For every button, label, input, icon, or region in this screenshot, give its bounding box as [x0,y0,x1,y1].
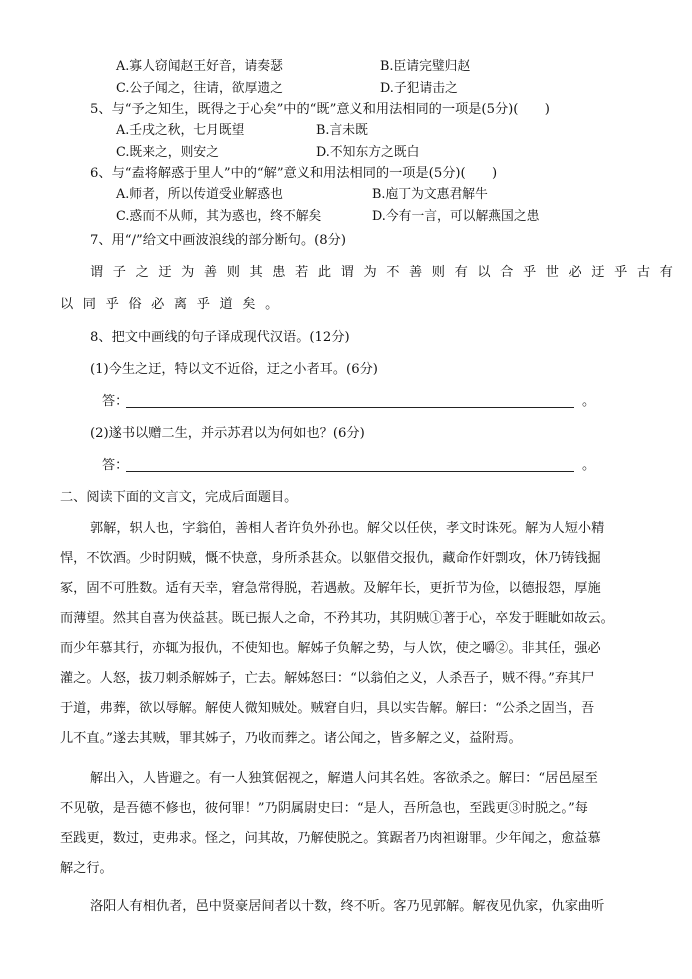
q6-option-b: B.庖丁为文惠君解牛 [372,187,488,202]
answer-line-2[interactable] [126,471,574,472]
p1-line-4: 而薄望。然其自喜为侠益甚。既已振人之命，不矜其功，其阴贼①著于心，卒发于睚眦如故云。 [60,611,614,626]
q8-item-1: (1)今生之迂，特以文不近俗，迂之小者耳。(6分) [90,362,378,377]
q5-option-a: A.壬戌之秋，七月既望 [116,123,245,138]
answer-end-1: 。 [582,394,596,409]
q4-option-a: A.寡人窃闻赵王好音，请奏瑟 [116,59,283,74]
answer-end-2: 。 [582,458,596,473]
p1-line-3: 冢，固不可胜数。适有天幸，窘急常得脱，若遇赦。及解年长，更折节为俭，以德报怨，厚施 [60,581,601,596]
q6-option-d: D.今有一言，可以解燕国之患 [372,209,540,224]
q5-option-b: B.言未既 [316,123,368,138]
q7-passage-line-2: 以同乎俗必离乎道矣。 [60,297,288,312]
q4-option-c: C.公子闻之，往请，欲厚遗之 [116,81,283,96]
p2-line-1: 解出入，人皆避之。有一人独箕倨视之，解遣人问其名姓。客欲杀之。解曰：“居邑屋至 [90,771,598,786]
p2-line-3: 至践更，数过，吏弗求。怪之，问其故，乃解使脱之。箕踞者乃肉袒谢罪。少年闻之，愈益慕 [60,831,601,846]
answer-line-1[interactable] [126,407,574,408]
q8-item-2: (2)遂书以赠二生，并示苏君以为何如也？(6分) [90,426,365,441]
q8-stem: 8、把文中画线的句子译成现代汉语。(12分) [90,330,350,345]
p1-line-8: 儿不直。”遂去其贼，罪其姊子，乃收而葬之。诸公闻之，皆多解之义，益附焉。 [60,731,522,746]
q6-stem: 6、与“盍将解惑于里人”中的“解”意义和用法相同的一项是(5分)( ) [90,166,498,181]
q6-option-c: C.惑而不从师，其为惑也，终不解矣 [116,209,322,224]
q7-passage-line-1: 谓子之迂为善则其患若此谓为不善则有以合乎世必迂乎古有 [90,265,683,280]
p1-line-1: 郭解，轵人也，字翁伯，善相人者许负外孙也。解父以任侠，孝文时诛死。解为人短小精 [90,521,605,536]
q4-option-d: D.子犯请击之 [380,81,458,96]
answer-label-1: 答： [102,394,129,409]
p2-line-2: 不见敬，是吾德不修也，彼何罪！”乃阴属尉史曰：“是人，吾所急也，至践更③时脱之。”每 [60,801,588,816]
q6-option-a: A.师者，所以传道受业解惑也 [116,187,283,202]
q5-stem: 5、与“予之知生，既得之于心矣”中的“既”意义和用法相同的一项是(5分)( ) [90,102,550,117]
p2-line-4: 解之行。 [60,861,113,876]
q4-option-b: B.臣请完璧归赵 [380,59,471,74]
p3-line-1: 洛阳人有相仇者，邑中贤豪居间者以十数，终不听。客乃见郭解。解夜见仇家，仇家曲听 [90,899,605,914]
q7-stem: 7、用“/”给文中画波浪线的部分断句。(8分) [90,233,346,248]
p1-line-6: 灌之。人怒，拔刀刺杀解姊子，亡去。解姊怒曰：“以翁伯之义，人杀吾子，贼不得。”弃其尸 [60,671,595,686]
section-2-heading: 二、阅读下面的文言文，完成后面题目。 [60,490,298,505]
answer-label-2: 答： [102,458,129,473]
p1-line-2: 悍，不饮酒。少时阴贼，慨不快意，身所杀甚众。以躯借交报仇，藏命作奸剽攻，休乃铸钱掘 [60,551,601,566]
p1-line-5: 而少年慕其行，亦辄为报仇，不使知也。解姊子负解之势，与人饮，使之嚼②。非其任，强必 [60,641,601,656]
q5-option-d: D.不知东方之既白 [316,145,420,160]
p1-line-7: 于道，弗葬，欲以辱解。解使人微知贼处。贼窘自归，具以实告解。解曰：“公杀之固当，吾 [60,701,595,716]
q5-option-c: C.既来之，则安之 [116,145,219,160]
